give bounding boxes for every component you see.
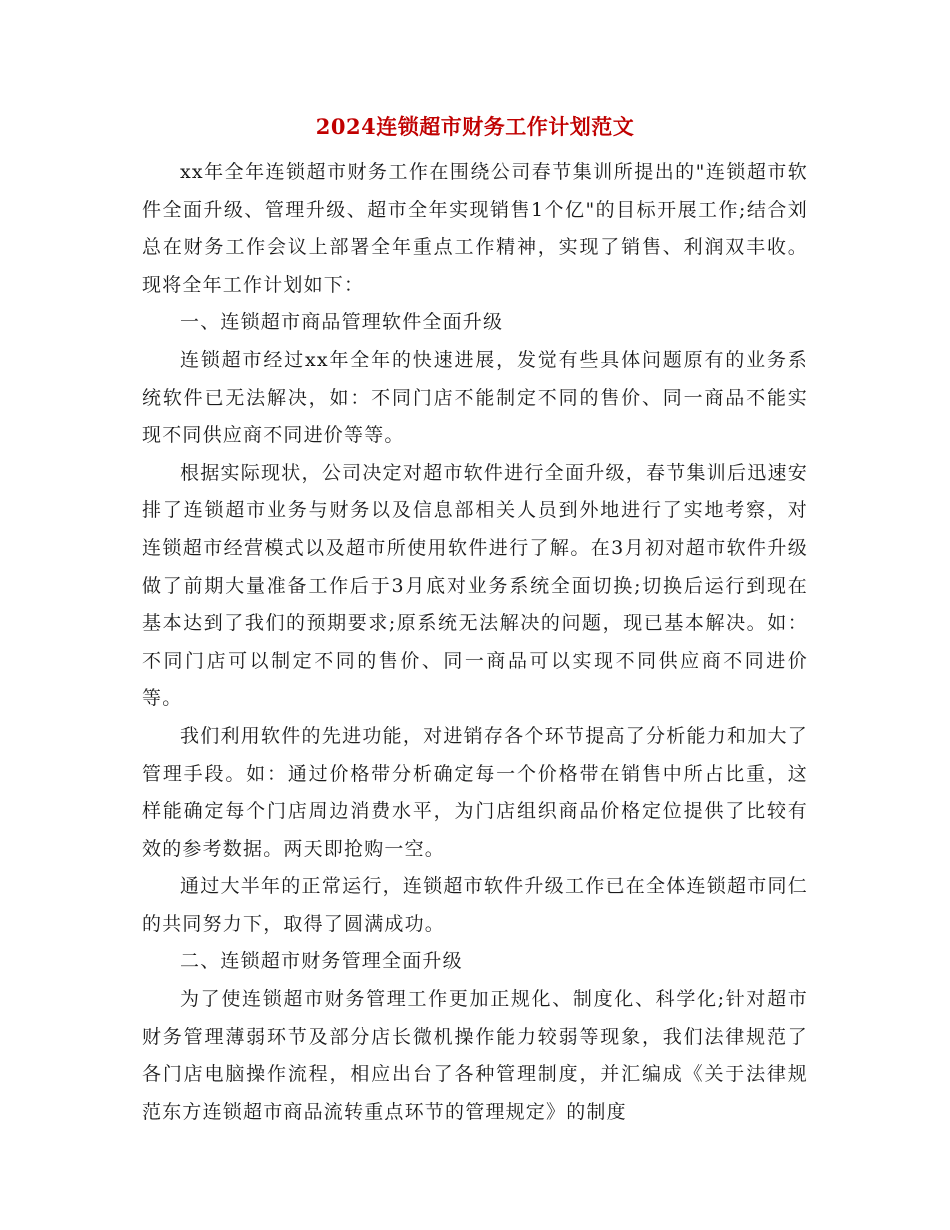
paragraph-intro: xx年全年连锁超市财务工作在围绕公司春节集训所提出的"连锁超市软件全面升级、管理升级、超市全年实现销售1个亿"的目标开展工作;结合刘总在财务工作会议上部署全年重点工作精神，实现了销售、利润双丰收。现将全年工作计划如下： xyxy=(142,161,808,296)
document-body xyxy=(142,154,808,1131)
section-heading-finance-upgrade: 二、连锁超市财务管理全面升级 xyxy=(180,950,463,973)
paragraph-software-result: 通过大半年的正常运行，连锁超市软件升级工作已在全体连锁超市同仁的共同努力下，取得了圆满成功。 xyxy=(142,875,808,935)
section-heading-software-upgrade: 一、连锁超市商品管理软件全面升级 xyxy=(180,311,504,334)
paragraph-finance-standardization: 为了使连锁超市财务管理工作更加正规化、制度化、科学化;针对超市财务管理薄弱环节及部分店长微机操作能力较弱等现象，我们法律规范了各门店电脑操作流程，相应出台了各种管理制度，并汇编成《关于法律规范东方连锁超市商品流转重点环节的管理规定》的制度 xyxy=(142,988,808,1123)
paragraph-software-decision: 根据实际现状，公司决定对超市软件进行全面升级，春节集训后迅速安排了连锁超市业务与财务以及信息部相关人员到外地进行了实地考察，对连锁超市经营模式以及超市所使用软件进行了解。在3月初对超市软件升级做了前期大量准备工作后于3月底对业务系统全面切换;切换后运行到现在基本达到了我们的预期要求;原系统无法解决的问题，现已基本解决。如：不同门店可以制定不同的售价、同一商品可以实现不同供应商不同进价等。 xyxy=(142,461,808,710)
document-title: 2024连锁超市财务工作计划范文 xyxy=(315,114,635,139)
paragraph-software-problems: 连锁超市经过xx年全年的快速进展，发觉有些具体问题原有的业务系统软件已无法解决，如：不同门店不能制定不同的售价、同一商品不能实现不同供应商不同进价等等。 xyxy=(142,348,808,447)
paragraph-software-analysis: 我们利用软件的先进功能，对进销存各个环节提高了分析能力和加大了管理手段。如：通过价格带分析确定每一个价格带在销售中所占比重，这样能确定每个门店周边消费水平，为门店组织商品价格定位提供了比较有效的参考数据。两天即抢购一空。 xyxy=(142,724,808,860)
